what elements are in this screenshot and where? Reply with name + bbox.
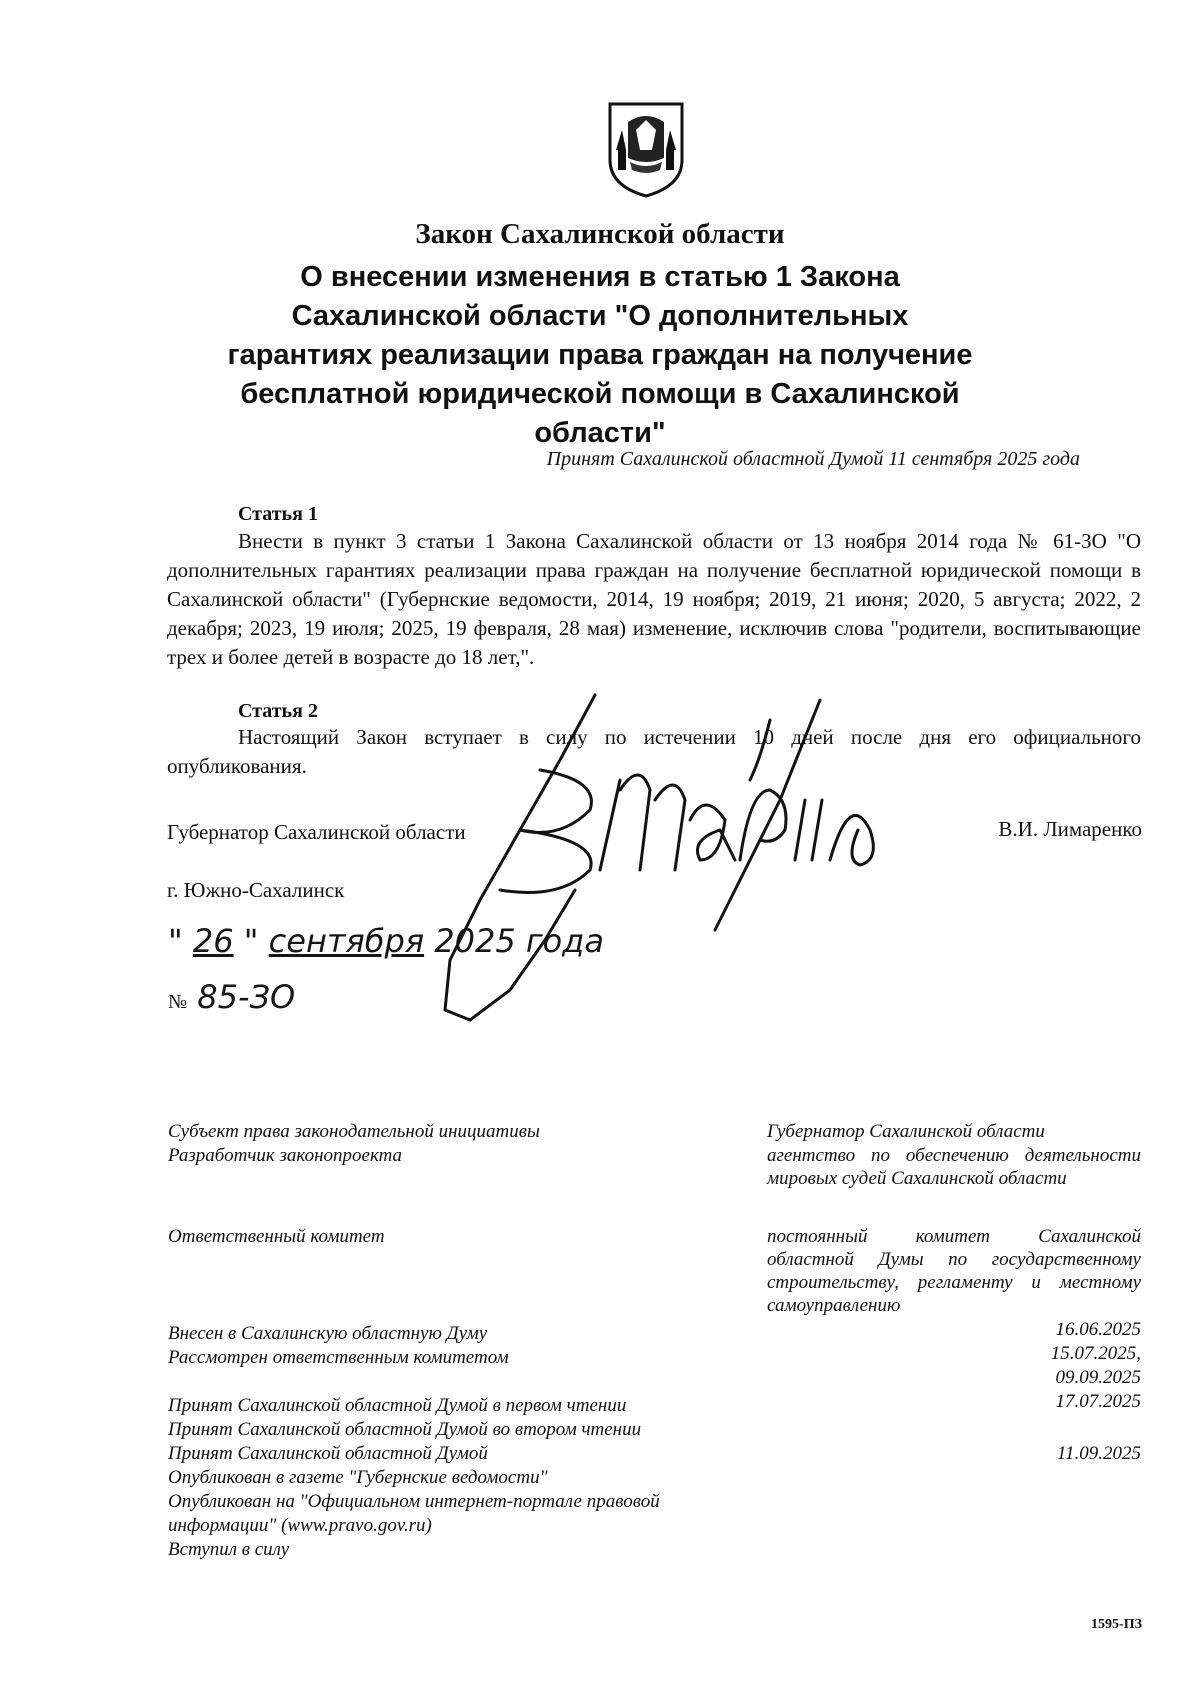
governor-name: В.И. Лимаренко [998,817,1142,841]
adoption-note: Принят Сахалинской областной Думой 11 сентября 2025 года [546,448,1080,470]
document-code: 1595-ПЗ [1091,1617,1142,1632]
article-2-body [167,723,1141,781]
article-2-heading: Статья 2 [238,700,318,722]
developer-label: Разработчик законопроекта [168,1145,403,1166]
reviewed-date-2: 09.09.2025 [1055,1367,1141,1388]
article-2-text: Настоящий Закон вступает в силу по истечении 10 дней после дня его официального опубликования. [167,725,1141,778]
subject-line: бесплатной юридической помощи в Сахалинской [240,378,960,410]
subject-line: Сахалинской области "О дополнительных [291,300,909,332]
reviewed-label: Рассмотрен ответственным комитетом [168,1347,509,1368]
number-sign: № [168,991,188,1013]
article-1-text: Внести в пункт 3 статьи 1 Закона Сахалинской области от 13 ноября 2014 года № 61-ЗО "О дополнительных гарантиях реализации права граждан на получение бесплатной юридической помощи в Сахалинской области" (Губернские ведомости, 2014, 19 ноября; 2019, 21 июня; 2020, 5 августа; 2022, 2 декабря; 2023, 19 июля; 2025, 19 февраля, 28 мая) изменение, исключив слова "родители, воспитывающие трех и более детей в возрасте до 18 лет,". [167,529,1141,669]
developer-value: агентство по обеспечению деятельности мировых судей Сахалинской области [767,1145,1141,1189]
published-portal-label-continued: информации" (www.pravo.gov.ru) [168,1515,432,1536]
law-subject-title [150,258,1050,453]
adopted-label: Принят Сахалинской областной Думой [168,1443,488,1464]
coat-of-arms-icon [606,100,686,198]
adopted-date: 11.09.2025 [1056,1443,1141,1464]
introduced-label: Внесен в Сахалинскую областную Думу [168,1323,488,1344]
in-force-label: Вступил в силу [168,1539,290,1560]
first-reading-date: 17.07.2025 [1055,1391,1141,1412]
law-title: Закон Сахалинской области [415,218,785,250]
law-number [168,978,295,1016]
article-1-heading: Статья 1 [238,503,318,525]
introduced-date: 16.06.2025 [1055,1319,1141,1340]
subject-line: гарантиях реализации права граждан на получение [227,339,973,371]
committee-label: Ответственный комитет [168,1226,385,1247]
article-1-body [167,527,1141,672]
published-newspaper-label: Опубликован в газете "Губернские ведомости" [168,1467,548,1488]
subject-line: области" [534,417,666,449]
reviewed-date-1: 15.07.2025, [1050,1343,1141,1364]
initiative-label: Субъект права законодательной инициативы [168,1121,540,1142]
governor-label: Губернатор Сахалинской области [167,820,466,844]
second-reading-label: Принят Сахалинской областной Думой во втором чтении [168,1419,642,1440]
date-quote-open: " [168,922,183,960]
law-number-value: 85-ЗО [197,978,296,1016]
signing-date [168,922,604,960]
date-day: 26 [192,922,234,960]
date-month: сентября [268,922,425,960]
city-label: г. Южно-Сахалинск [167,878,345,902]
published-portal-label: Опубликован на "Официальном интернет-портале правовой [168,1491,660,1512]
subject-line: О внесении изменения в статью 1 Закона [300,261,900,293]
date-quote-close: " [243,922,259,960]
initiative-value: Губернатор Сахалинской области [767,1121,1045,1142]
committee-value: постоянный комитет Сахалинской областной Думы по государственному строительству, регламенту и местному самоуправлению [767,1226,1141,1316]
first-reading-label: Принят Сахалинской областной Думой в первом чтении [168,1395,627,1416]
date-year: 2025 года [434,922,604,960]
